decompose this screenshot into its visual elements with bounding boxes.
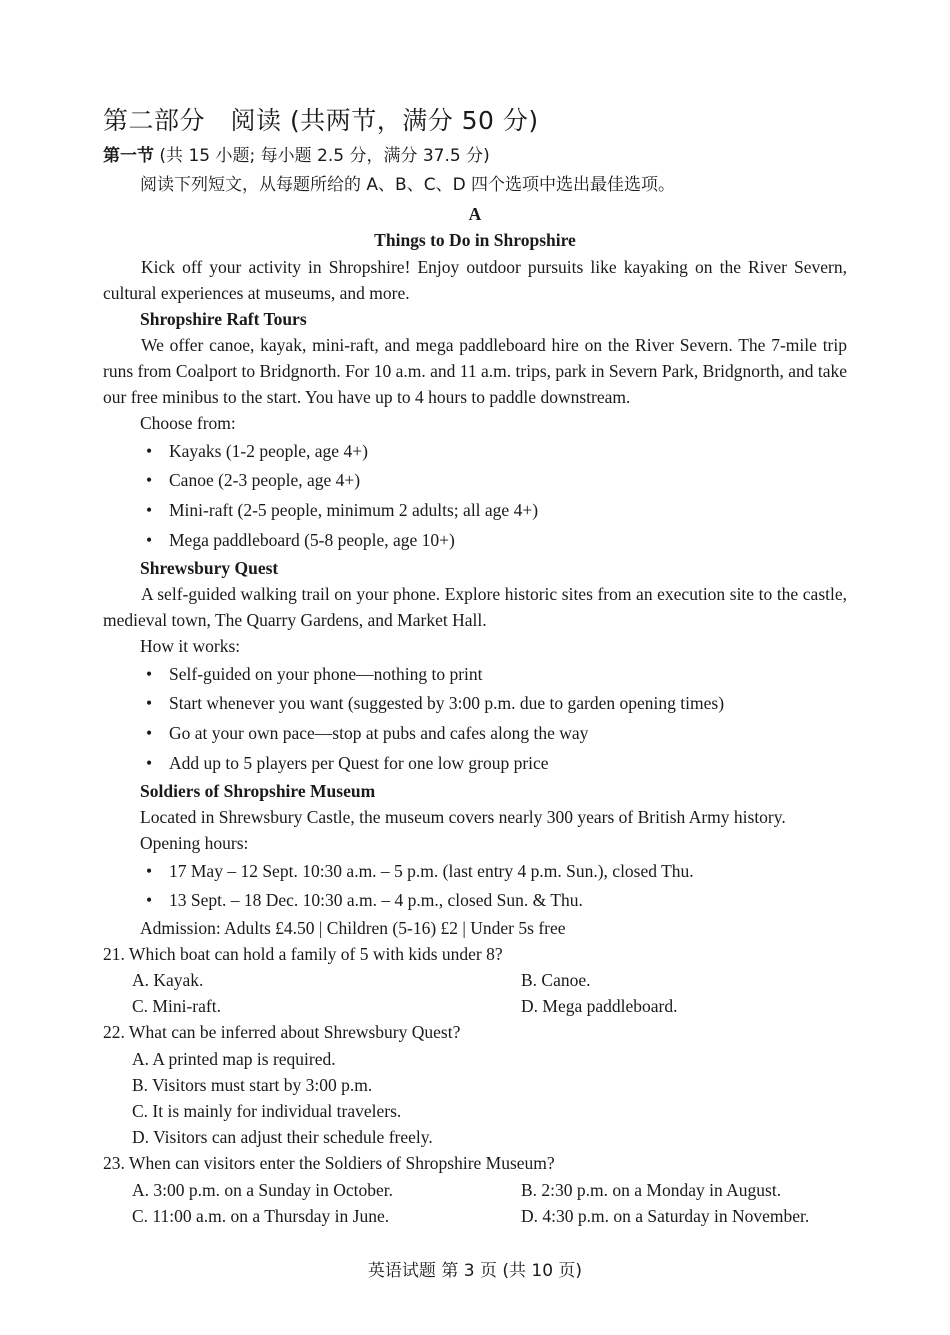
- answer-option: C. 11:00 a.m. on a Thursday in June.: [132, 1206, 390, 1226]
- answer-option: C. It is mainly for individual travelers.: [132, 1101, 402, 1121]
- answer-option: D. Mega paddleboard.: [521, 996, 678, 1016]
- list-item: • 17 May – 12 Sept. 10:30 a.m. – 5 p.m. (last entry 4 p.m. Sun.), closed Thu.: [146, 861, 694, 881]
- section-label: 第一节: [103, 146, 154, 166]
- raft-heading: Shropshire Raft Tours: [140, 309, 307, 329]
- list-item: • Start whenever you want (suggested by 3:00 p.m. due to garden opening times): [146, 693, 725, 713]
- answer-option: B. 2:30 p.m. on a Monday in August.: [521, 1180, 782, 1200]
- page-footer: 英语试题 第 3 页 (共 10 页): [367, 1261, 583, 1281]
- bullet-icon: •: [146, 500, 153, 520]
- museum-heading: Soldiers of Shropshire Museum: [140, 781, 376, 801]
- raft-choose-label: Choose from:: [140, 413, 236, 433]
- question-stem: 21. Which boat can hold a family of 5 with kids under 8?: [103, 944, 503, 964]
- list-item: • Canoe (2-3 people, age 4+): [146, 470, 361, 490]
- answer-option: A. 3:00 p.m. on a Sunday in October.: [132, 1180, 394, 1200]
- museum-text: Located in Shrewsbury Castle, the museum covers nearly 300 years of British Army history.: [140, 807, 786, 827]
- bullet-icon: •: [146, 890, 153, 910]
- answer-option: B. Canoe.: [521, 970, 591, 990]
- museum-hours-label: Opening hours:: [140, 833, 249, 853]
- list-item: • Go at your own pace—stop at pubs and cafes along the way: [146, 723, 589, 743]
- answer-option: A. Kayak.: [132, 970, 204, 990]
- list-item: • 13 Sept. – 18 Dec. 10:30 a.m. – 4 p.m., closed Sun. & Thu.: [146, 890, 583, 910]
- list-item: • Mini-raft (2-5 people, minimum 2 adults; all age 4+): [146, 500, 539, 520]
- list-item: • Mega paddleboard (5-8 people, age 10+): [146, 530, 455, 550]
- list-item: • Kayaks (1-2 people, age 4+): [146, 441, 368, 461]
- bullet-icon: •: [146, 753, 153, 773]
- bullet-icon: •: [146, 664, 153, 684]
- section-title: [103, 145, 490, 167]
- answer-option: C. Mini-raft.: [132, 996, 221, 1016]
- answer-option: D. 4:30 p.m. on a Saturday in November.: [521, 1206, 810, 1226]
- list-item: • Add up to 5 players per Quest for one low group price: [146, 753, 549, 773]
- question-stem: 22. What can be inferred about Shrewsbury Quest?: [103, 1022, 461, 1042]
- bullet-icon: •: [146, 470, 153, 490]
- bullet-icon: •: [146, 441, 153, 461]
- answer-option: A. A printed map is required.: [132, 1049, 336, 1069]
- bullet-icon: •: [146, 861, 153, 881]
- raft-text: We offer canoe, kayak, mini-raft, and mega paddleboard hire on the River Severn. The 7-mile trip runs from Coalport to Bridgnorth. For 10 a.m. and 11 a.m. trips, park in Severn Park, Bridgnorth, and take our free minibus to the start. You have up to 4 hours to paddle downstream.: [103, 335, 847, 407]
- bullet-icon: •: [146, 723, 153, 743]
- bullet-icon: •: [146, 693, 153, 713]
- instructions: 阅读下列短文，从每题所给的 A、B、C、D 四个选项中选出最佳选项。: [140, 175, 676, 195]
- quest-heading: Shrewsbury Quest: [140, 558, 279, 578]
- passage-intro: Kick off your activity in Shropshire! Enjoy outdoor pursuits like kayaking on the River Severn, cultural experiences at museums, and more.: [103, 257, 847, 303]
- passage-title: Things to Do in Shropshire: [374, 230, 576, 250]
- section-detail: (共 15 小题; 每小题 2.5 分，满分 37.5 分): [154, 146, 490, 166]
- answer-option: D. Visitors can adjust their schedule freely.: [132, 1127, 433, 1147]
- part-title: 第二部分 阅读 (共两节，满分 50 分): [103, 106, 539, 135]
- quest-how-label: How it works:: [140, 636, 241, 656]
- question-stem: 23. When can visitors enter the Soldiers of Shropshire Museum?: [103, 1153, 555, 1173]
- list-item: • Self-guided on your phone—nothing to print: [146, 664, 483, 684]
- answer-option: B. Visitors must start by 3:00 p.m.: [132, 1075, 373, 1095]
- quest-text: A self-guided walking trail on your phone. Explore historic sites from an execution site to the castle, medieval town, The Quarry Gardens, and Market Hall.: [103, 584, 847, 630]
- museum-admission: Admission: Adults £4.50 | Children (5-16) £2 | Under 5s free: [140, 918, 566, 938]
- bullet-icon: •: [146, 530, 153, 550]
- passage-letter: A: [468, 204, 482, 224]
